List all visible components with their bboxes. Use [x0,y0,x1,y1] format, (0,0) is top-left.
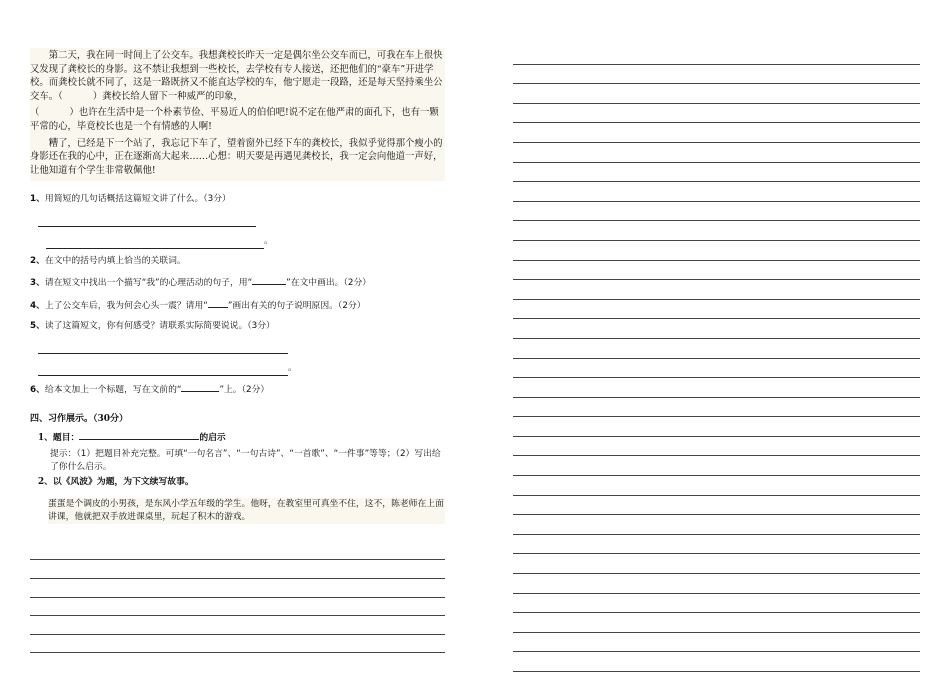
answer-line[interactable] [38,214,256,227]
writing-line[interactable] [513,143,920,163]
writing-line[interactable] [513,633,920,653]
writing-line[interactable] [513,613,920,633]
questions [30,193,445,397]
question-5: 5、读了这篇短文，你有何感受？请联系实际简要说说。（3分） [30,321,275,332]
story-text: 蛋蛋是个调皮的小男孩，是东风小学五年级的学生。他呀，在教室里可真坐不住，这不，陈老师在上面讲课，他就把双手放进课桌里，玩起了积木的游戏。 [48,498,444,522]
question-4: 4、上了公交车后，我为何会心头一震？请用“ ”画出有关的句子说明原因。（2分） [30,298,445,314]
writing-line[interactable] [513,339,920,359]
writing-line[interactable] [513,594,920,614]
writing-line[interactable] [513,574,920,594]
writing-line[interactable] [30,635,445,654]
blank[interactable] [252,275,286,285]
question-1: 1、用简短的几句话概括这篇短文讲了什么。（3分） [30,194,231,205]
writing-line[interactable] [513,476,920,496]
period: 。 [288,362,297,373]
question-6: 6、给本文加上一个标题，写在文前的“ ”上。（2分） [30,382,445,398]
question-3: 3、请在短文中找出一个描写“我”的心理活动的句子，用“ ”在文中画出。（2分） [30,275,445,291]
period: 。 [264,235,273,246]
passage-paragraph-2: （ ）也许在生活中是一个朴素节俭、平易近人的伯伯吧!说不定在他严肃的面孔下，也有一颗平常的心，毕竟校长也是一个有情感的人啊! [30,107,439,132]
topic-2: 2、以《风波》为题，为下文续写故事。 [38,477,194,488]
writing-line[interactable] [513,163,920,183]
writing-line[interactable] [513,515,920,535]
topic-1-hint: 提示：（1）把题目补充完整。可填“一句名言”、“一句古诗”、“一首歌”、“一件事”等等；（2）写出给了你什么启示。 [50,449,441,472]
writing-line[interactable] [513,437,920,457]
blank[interactable] [181,382,219,392]
writing-line[interactable] [30,579,445,598]
writing-line[interactable] [513,45,920,65]
writing-line[interactable] [30,542,445,561]
writing-line[interactable] [30,616,445,635]
writing-lines-left[interactable] [30,542,445,654]
title-blank[interactable] [79,430,199,440]
writing-line[interactable] [513,359,920,379]
writing-line[interactable] [513,535,920,555]
answer-line[interactable] [46,236,264,249]
writing-line[interactable] [513,652,920,672]
writing-line[interactable] [513,554,920,574]
writing-line[interactable] [513,84,920,104]
passage-paragraph-1: 第二天，我在同一时间上了公交车。我想龚校长昨天一定是偶尔坐公交车而已，可我在车上很快又发现了龚校长的身影。这不禁让我想到一些校长，去学校有专人接送，还把他们的“豪车”开进学校。而龚校长就不同了，这是一路既挤又不能直达学校的车，他宁愿走一段路，还是每天坚持乘坐公交车。（ ）龚校长给人留下一种威严的印象， [30,50,443,102]
writing-line[interactable] [513,261,920,281]
writing-line[interactable] [513,456,920,476]
writing-line[interactable] [513,300,920,320]
writing-line[interactable] [513,65,920,85]
writing-line[interactable] [513,202,920,222]
writing-line[interactable] [513,280,920,300]
writing-line[interactable] [513,398,920,418]
writing-line[interactable] [513,123,920,143]
blank[interactable] [208,298,228,308]
passage-paragraph-3: 糟了，已经是下一个站了，我忘记下车了，望着窗外已经下车的龚校长，我似乎觉得那个瘦小的身影还在我的心中，正在逐渐高大起来……心想：明天要是再遇见龚校长，我一定会向他道一声好，让他知道有个学生非常敬佩他! [30,137,443,176]
writing-line[interactable] [513,221,920,241]
writing-line[interactable] [513,104,920,124]
writing-line[interactable] [513,241,920,261]
question-2: 2、在文中的括号内填上恰当的关联词。 [30,255,186,266]
answer-line[interactable] [38,341,288,354]
section-4-title: 四、习作展示。（30分） [30,414,129,425]
topic-1: 1、题目： 的启示 [38,430,445,446]
writing-line[interactable] [513,417,920,437]
writing-line[interactable] [513,378,920,398]
answer-line[interactable] [38,363,288,376]
writing-lines-right[interactable] [513,45,920,672]
writing-line[interactable] [30,560,445,579]
writing-line[interactable] [513,319,920,339]
reading-passage [30,48,445,181]
writing-line[interactable] [30,598,445,617]
writing-line[interactable] [513,182,920,202]
left-column [30,48,445,653]
writing-line[interactable] [513,496,920,516]
